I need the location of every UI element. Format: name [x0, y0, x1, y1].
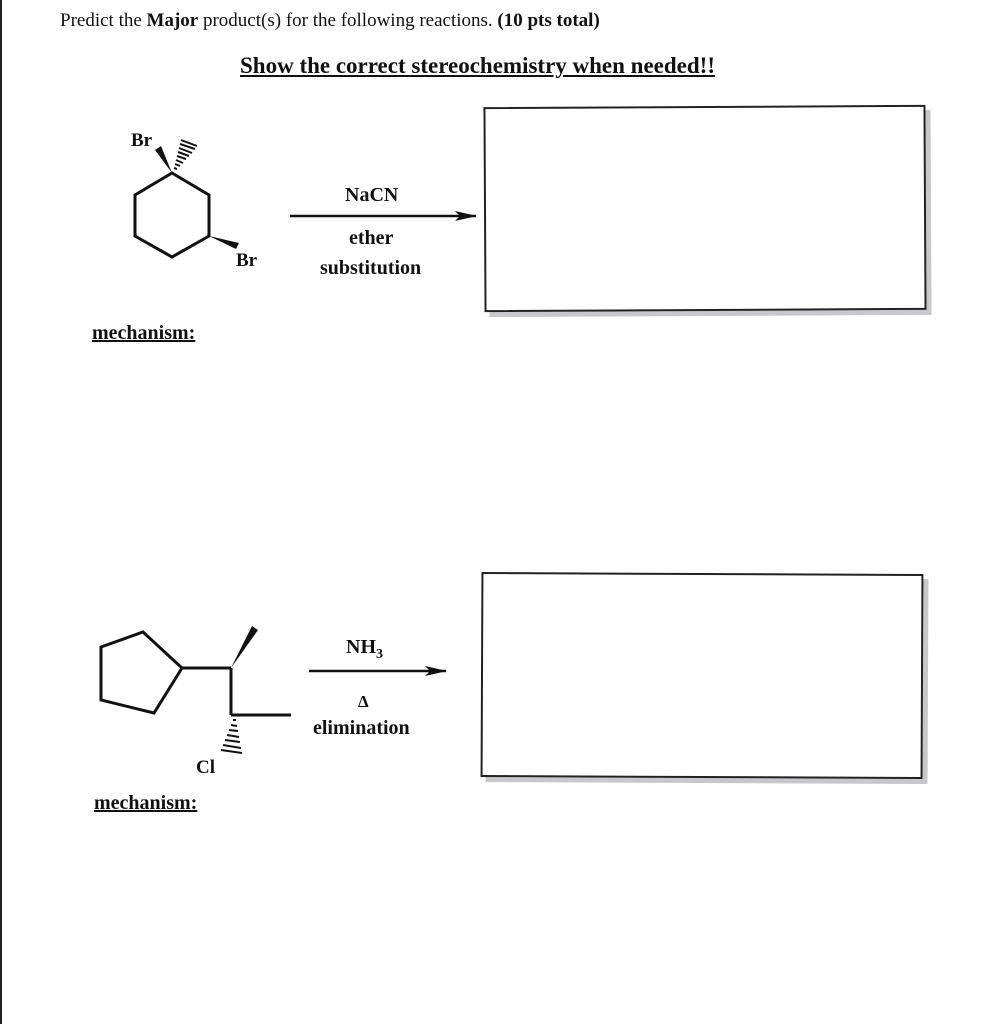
title-points: (10 pts total) [497, 10, 600, 31]
reagent-heat: Δ [358, 692, 369, 711]
stereochemistry-instruction: Show the correct stereochemistry when needed!! [240, 53, 716, 78]
cyclohexane-ring [135, 173, 209, 257]
reagent-nacn: NaCN [345, 184, 399, 206]
hashed-bond-cl [221, 720, 242, 753]
atom-br-top: Br [131, 130, 153, 151]
reagent-elimination: elimination [313, 717, 410, 739]
answer-box-2[interactable] [481, 572, 924, 779]
reagent-substitution: substitution [320, 257, 422, 279]
atom-cl: Cl [196, 757, 215, 778]
hashed-bond-top [174, 140, 197, 169]
carbon-chain [182, 668, 291, 715]
wedge-bond-methyl [231, 626, 258, 668]
atom-br-side: Br [236, 250, 258, 271]
cyclopentane-ring [101, 632, 182, 713]
title-major: Major [146, 10, 199, 31]
answer-box-1[interactable] [483, 105, 926, 312]
reagent-nh3-subscript: 3 [376, 647, 383, 662]
reagent-nh3 [346, 636, 383, 663]
reagent-ether: ether [349, 227, 394, 249]
mechanism-label-1: mechanism: [92, 322, 196, 344]
title-prefix: Predict the [60, 10, 147, 31]
wedge-bond-br-top [155, 146, 172, 173]
reagent-nh3-main: NH [346, 636, 376, 658]
wedge-bond-br-side [209, 236, 239, 249]
mechanism-label-2: mechanism: [94, 792, 198, 814]
title-suffix: product(s) for the following reactions. [198, 10, 498, 31]
